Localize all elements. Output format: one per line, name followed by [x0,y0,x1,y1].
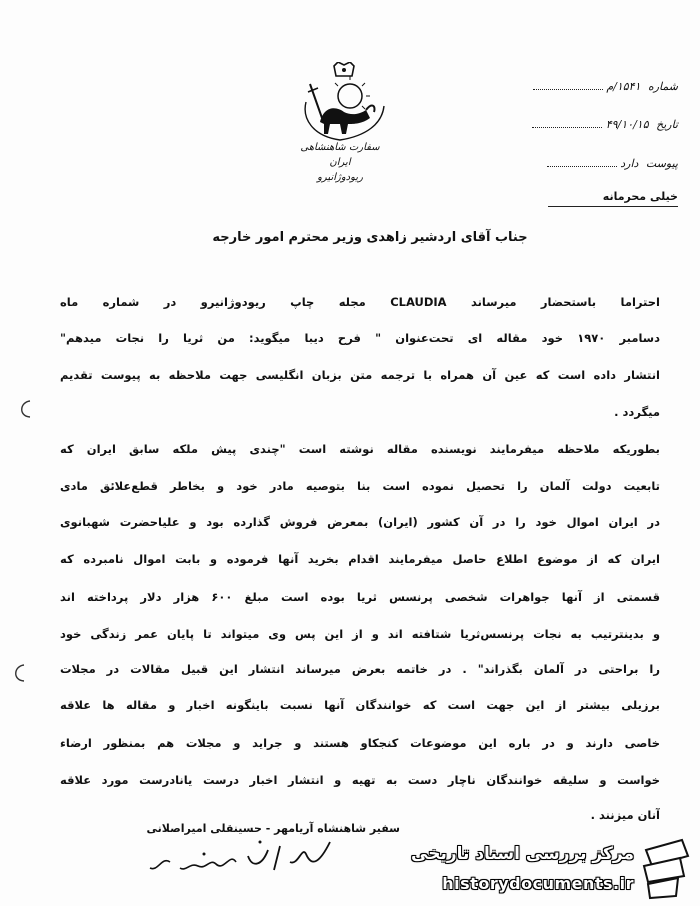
dotted-rule [532,127,602,128]
archive-fan-logo [638,836,694,900]
margin-bracket-mark [8,662,30,684]
letter-number-label: شماره [647,80,678,93]
body-line: احتراما باستحضار میرساند CLAUDIA مجله چاپ ریودوژانیرو در شماره‌ ماه [60,295,660,309]
body-line: خاصی دارند و در باره‌ این موضوعات کنجکاو هستند و جراید و مجلات هم بمنظور ارضاء [60,736,660,750]
attachment-label: پیوست [645,157,678,170]
body-line: انتشار داده است که عین آن همراه با ترجمه متن بزبان انگلیسی جهت ملاحظه به پیوست تقدیم [60,368,660,382]
letter-date-field [532,118,678,131]
body-line: را براحتی در آلمان بگذراند" . در خاتمه بعرض میرساند انتشار این قبیل مقالات در مجلات [60,662,660,676]
lion-and-sun-emblem [300,62,388,142]
letter-number-value: ۱۵۴۱/م [606,80,641,93]
body-line: و بدینترتیب به نجات پرنسس‌ثریا شتافته اند و از این پس وی میتواند تا پایان عمر زندگی خود [60,627,660,641]
archive-watermark [411,830,700,906]
classification-label: خیلی محرمانه [548,190,678,207]
embassy-name-line1: سفارت شاهنشاهی ایران [300,142,380,168]
dotted-rule [533,89,603,90]
attachment-value: دارد [620,157,639,170]
letter-number-field [533,80,678,93]
body-line: خواست و سلیقه‌ خوانندگان ناچار دست به تهیه و انتشار اخبار درست یانادرست مورد علاقه [60,773,660,787]
attachment-field [547,157,678,170]
handwritten-signature [140,832,340,882]
watermark-title: مرکز بررسی اسناد تاریخی [411,844,634,864]
body-line: ایران که از موضوع اطلاع حاصل میفرمایند اقدام بخرید آنها فرموده و بابت اموال نامبرده که [60,552,660,566]
letter-date-value: ۴۹/۱۰/۱۵ [605,118,649,131]
body-line: دسامبر ۱۹۷۰ خود مقاله ای تحت‌عنوان " فرح دیبا میگوید: من ثریا را نجات میدهم" [60,331,660,345]
addressee-line: جناب آقای اردشیر زاهدی وزیر محترم امور خارجه [212,230,528,245]
body-line: تابعیت دولت آلمان را تحصیل نموده است بنا بتوصیه مادر خود و بخاطر قطع‌علائق مادی [60,479,660,493]
embassy-name-line2: ریودوژانیرو [317,172,363,183]
dotted-rule [547,166,617,167]
body-line: در ایران اموال خود را در آن کشور (ایران) بمعرض فروش گذارده بود و علیاحضرت شهبانوی [60,515,660,529]
body-line: بطوریکه ملاحظه میفرمایند نویسنده مقاله نوشته است "چندی پیش ملکه‌ سابق ایران که [60,442,660,456]
body-line: قسمتی از آنها جواهرات شخصی پرنسس ثریا بوده است مبلغ ۶۰۰ هزار دلار پرداخته اند [60,590,660,604]
body-line: آنان میزنند . [590,808,660,822]
watermark-url: historydocuments.ir [442,874,634,893]
signatory-line: سفیر شاهنشاه آریامهر - حسینقلی امیراصلانی [146,822,400,835]
letter-date-label: تاریخ [656,118,678,131]
embassy-name [290,140,390,185]
body-line: میگردد . [614,405,660,419]
body-line: برزیلی بیشتر از این جهت است که خوانندگان آنها نسبت باینگونه اخبار و مقاله ها علاقه [60,698,660,712]
margin-bracket-mark [14,398,36,420]
